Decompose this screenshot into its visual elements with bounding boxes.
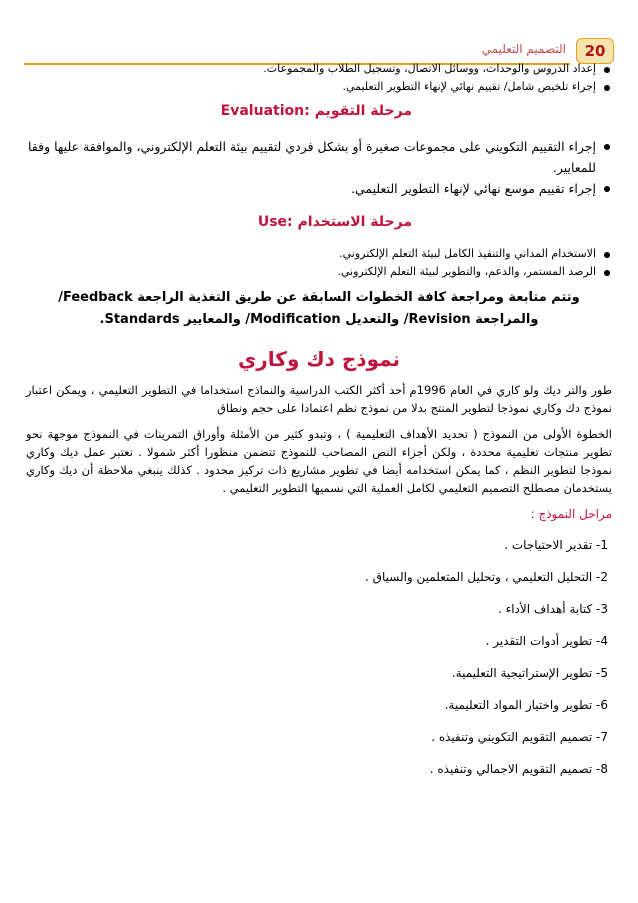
top-bullet-list [26,60,612,96]
header-title: التصميم التعليمي [481,42,566,56]
feedback-text: وتتم متابعة ومراجعة كافة الخطوات السابقة عن طريق التغذية الراجعة Feedback/ والمراجعة Revision/ والتعديل Modification/ والمعايير Standards. [58,290,580,327]
bullet-item: إجراء التقييم التكويني على مجموعات صغيرة أو بشكل فردي لتقييم بيئة التعلم الإلكتروني، والموافقة عليها وفقا للمعايير. [26,136,612,178]
bullet-item: الاستخدام المداني والتنفيذ الكامل لبيئة التعلم الإلكتروني. [26,245,612,263]
evaluation-bullet-list [26,136,612,199]
page-content [26,60,612,785]
bullet-item: إعداد الدروس والوحدات، ووسائل الاتصال، وتسجيل الطلاب والمجموعات. [26,60,612,78]
stage-item: 3- كتابة أهداف الأداء . [497,602,608,616]
paragraph: طور والتر ديك ولو كاري في العام 1996م أحد أكثر الكتب الدراسية والنماذج استخداما في التطوير التعليمي ، ويمكن اعتبار نموذج دك وكاري نموذجا لتطوير المنتج بدلا من نموذج نظم اعتمادا على حجم ونطاق [26,383,613,415]
evaluation-heading: مرحلة التقويم :Evaluation [220,103,412,119]
bullet-item: إجراء تقييم موسع نهائي لإنهاء التطوير التعليمي. [26,178,612,199]
stage-item: 2- التحليل التعليمي ، وتحليل المتعلمين والسياق . [365,570,608,584]
stage-item: 5- تطوير الإستراتيجية التعليمية. [451,666,608,680]
stages-list [26,529,612,785]
stage-item: 1- تقدير الاحتياجات . [504,538,608,552]
stages-title: مراحل النموذج : [530,507,612,521]
use-bullet-list [26,245,612,281]
paragraph: الخطوة الأولى من النموذج ( تحديد الأهداف التعليمية ) ، وتبدو كثير من الأمثلة وأوراق التمرينات في النموذج موجهة نحو تطوير منتجات تعليمية محددة ، ولكن أجزاء النص المصاحب للنموذج تتضمن منظورا أكثر شمولا . نعتبر عمل ديك وكاري نموذجا لتطوير النظم ، كما يمكن استخدامه أيضا في تطوير مشاريع ذات تركيز محدود . كذلك ينبغي ملاحظة أن ديك وكاري يستخدمان مصطلح التصميم التعليمي لكامل العملية التي نسميها التطوير التعليمي . [26,427,612,495]
model-title: نموذج دك وكاري [237,347,401,371]
use-heading: مرحلة الاستخدام :Use [257,214,412,230]
bullet-item: إجراء تلخيص شامل/ تقييم نهائي لإنهاء التطوير التعليمي. [26,78,612,96]
stage-item: 6- تطوير واختيار المواد التعليمية. [444,698,608,712]
bullet-item: الرصد المستمر، والدعم، والتطوير لبيئة التعلم الإلكتروني. [26,263,612,281]
stage-item: 8- تصميم التقويم الاجمالي وتنفيذه . [429,762,608,776]
page-number: 20 [576,38,614,64]
stage-item: 7- تصميم التقويم التكويني وتنفيذه . [431,730,608,744]
stage-item: 4- تطوير أدوات التقدير . [485,634,608,648]
